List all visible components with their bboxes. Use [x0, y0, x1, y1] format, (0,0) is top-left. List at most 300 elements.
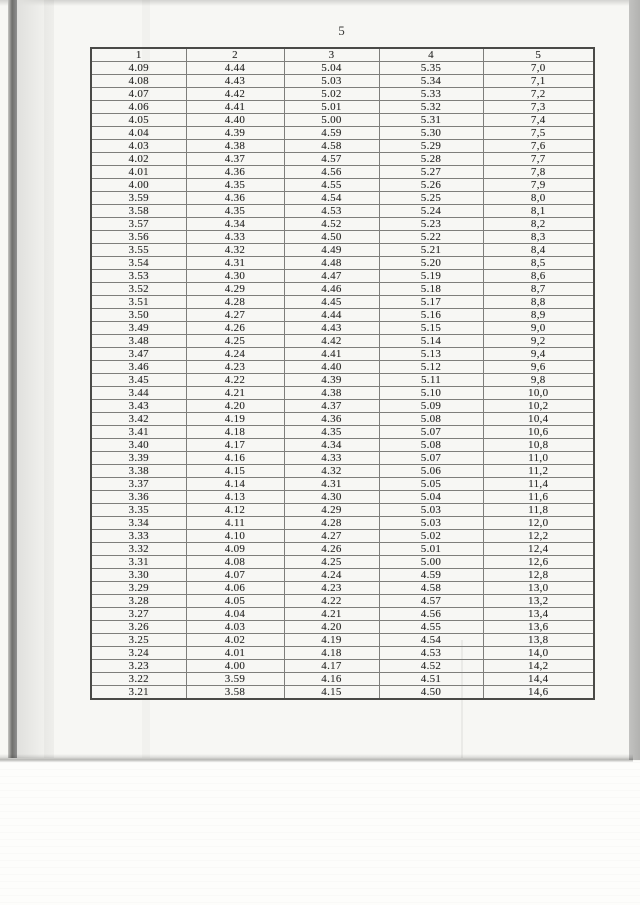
- table-cell: 3.48: [91, 335, 186, 348]
- spine-shadow: [8, 0, 17, 758]
- table-cell: 4.35: [186, 205, 284, 218]
- table-cell: 14,4: [483, 673, 594, 686]
- table-cell: 3.29: [91, 582, 186, 595]
- table-cell: 4.16: [186, 452, 284, 465]
- table-cell: 4.36: [284, 413, 379, 426]
- table-cell: 4.08: [91, 75, 186, 88]
- table-row: [91, 257, 594, 270]
- table-cell: 3.41: [91, 426, 186, 439]
- table-cell: 4.37: [284, 400, 379, 413]
- table-cell: 4.22: [284, 595, 379, 608]
- table-row: [91, 686, 594, 700]
- table-cell: 4.06: [186, 582, 284, 595]
- table-cell: 3.27: [91, 608, 186, 621]
- table-cell: 12,6: [483, 556, 594, 569]
- table-cell: 7,7: [483, 153, 594, 166]
- table-row: [91, 634, 594, 647]
- table-cell: 7,2: [483, 88, 594, 101]
- table-cell: 4.35: [284, 426, 379, 439]
- table-cell: 8,3: [483, 231, 594, 244]
- table-cell: 4.55: [284, 179, 379, 192]
- table-cell: 4.45: [284, 296, 379, 309]
- table-cell: 4.19: [186, 413, 284, 426]
- table-cell: 4.23: [284, 582, 379, 595]
- table-cell: 4.15: [284, 686, 379, 700]
- table-cell: 4.39: [186, 127, 284, 140]
- table-cell: 4.34: [284, 439, 379, 452]
- table-row: [91, 452, 594, 465]
- table-cell: 5.03: [379, 517, 483, 530]
- table-cell: 5.00: [284, 114, 379, 127]
- table-cell: 4.30: [186, 270, 284, 283]
- table-cell: 4.18: [186, 426, 284, 439]
- scanner-background: [0, 762, 640, 905]
- table-cell: 4.40: [186, 114, 284, 127]
- table-cell: 5.20: [379, 257, 483, 270]
- table-cell: 3.21: [91, 686, 186, 700]
- table-cell: 4.47: [284, 270, 379, 283]
- table-row: [91, 322, 594, 335]
- table-cell: 4.56: [379, 608, 483, 621]
- table-cell: 5.22: [379, 231, 483, 244]
- table-cell: 5.31: [379, 114, 483, 127]
- table-row: [91, 400, 594, 413]
- table-cell: 4.19: [284, 634, 379, 647]
- table-cell: 4.26: [284, 543, 379, 556]
- table-row: [91, 517, 594, 530]
- table-cell: 8,2: [483, 218, 594, 231]
- table-cell: 5.08: [379, 413, 483, 426]
- table-cell: 4.27: [284, 530, 379, 543]
- table-row: [91, 426, 594, 439]
- table-cell: 5.32: [379, 101, 483, 114]
- table-cell: 4.40: [284, 361, 379, 374]
- table-row: [91, 166, 594, 179]
- table-cell: 4.38: [186, 140, 284, 153]
- table-cell: 4.09: [91, 62, 186, 75]
- table-cell: 14,0: [483, 647, 594, 660]
- table-cell: 5.04: [284, 62, 379, 75]
- table-cell: 7,9: [483, 179, 594, 192]
- table-cell: 3.30: [91, 569, 186, 582]
- table-cell: 3.56: [91, 231, 186, 244]
- table-cell: 4.57: [284, 153, 379, 166]
- table-cell: 7,5: [483, 127, 594, 140]
- table-cell: 10,4: [483, 413, 594, 426]
- table-cell: 5.13: [379, 348, 483, 361]
- table-cell: 3.52: [91, 283, 186, 296]
- table-cell: 4.10: [186, 530, 284, 543]
- table-cell: 4.28: [186, 296, 284, 309]
- table-cell: 4.01: [91, 166, 186, 179]
- table-cell: 3.55: [91, 244, 186, 257]
- table-cell: 5.15: [379, 322, 483, 335]
- table-cell: 5.07: [379, 452, 483, 465]
- table-row: [91, 101, 594, 114]
- table-cell: 5.27: [379, 166, 483, 179]
- table-cell: 5.16: [379, 309, 483, 322]
- table-cell: 8,8: [483, 296, 594, 309]
- table-row: [91, 621, 594, 634]
- table-cell: 4.33: [284, 452, 379, 465]
- table-cell: 13,4: [483, 608, 594, 621]
- table-cell: 3.54: [91, 257, 186, 270]
- table-row: [91, 270, 594, 283]
- table-cell: 4.07: [91, 88, 186, 101]
- table-cell: 4.55: [379, 621, 483, 634]
- table-cell: 7,4: [483, 114, 594, 127]
- table-row: [91, 335, 594, 348]
- table-cell: 3.57: [91, 218, 186, 231]
- table-cell: 4.53: [284, 205, 379, 218]
- table-cell: 5.04: [379, 491, 483, 504]
- table-header-row: [91, 48, 594, 62]
- table-cell: 4.22: [186, 374, 284, 387]
- table-cell: 14,6: [483, 686, 594, 700]
- table-cell: 5.05: [379, 478, 483, 491]
- table-cell: 4.36: [186, 192, 284, 205]
- table-cell: 4.17: [284, 660, 379, 673]
- table-cell: 5.19: [379, 270, 483, 283]
- table-cell: 10,0: [483, 387, 594, 400]
- table-cell: 10,8: [483, 439, 594, 452]
- table-cell: 3.25: [91, 634, 186, 647]
- table-cell: 4.42: [186, 88, 284, 101]
- table-cell: 4.23: [186, 361, 284, 374]
- table-cell: 4.44: [284, 309, 379, 322]
- table-cell: 5.02: [284, 88, 379, 101]
- table-cell: 10,6: [483, 426, 594, 439]
- table-cell: 5.12: [379, 361, 483, 374]
- table-cell: 12,4: [483, 543, 594, 556]
- table-cell: 8,0: [483, 192, 594, 205]
- table-cell: 3.43: [91, 400, 186, 413]
- table-cell: 3.49: [91, 322, 186, 335]
- table-cell: 5.11: [379, 374, 483, 387]
- table-cell: 3.44: [91, 387, 186, 400]
- table-cell: 4.29: [284, 504, 379, 517]
- table-cell: 3.22: [91, 673, 186, 686]
- table-cell: 5.01: [284, 101, 379, 114]
- table-cell: 4.51: [379, 673, 483, 686]
- table-cell: 8,1: [483, 205, 594, 218]
- table-cell: 3.39: [91, 452, 186, 465]
- table-cell: 4.04: [186, 608, 284, 621]
- table-cell: 4.54: [284, 192, 379, 205]
- table-cell: 4.08: [186, 556, 284, 569]
- table-cell: 5.09: [379, 400, 483, 413]
- table-cell: 4.46: [284, 283, 379, 296]
- table-cell: 5.23: [379, 218, 483, 231]
- table-cell: 5.29: [379, 140, 483, 153]
- table-cell: 4.41: [284, 348, 379, 361]
- table-cell: 4.03: [91, 140, 186, 153]
- table-cell: 4.05: [186, 595, 284, 608]
- table-row: [91, 244, 594, 257]
- table-cell: 4.31: [284, 478, 379, 491]
- table-cell: 3.34: [91, 517, 186, 530]
- table-cell: 4.20: [186, 400, 284, 413]
- table-cell: 4.07: [186, 569, 284, 582]
- table-cell: 3.50: [91, 309, 186, 322]
- table-cell: 12,8: [483, 569, 594, 582]
- column-header-5: 5: [483, 48, 594, 62]
- table-cell: 4.50: [379, 686, 483, 700]
- table-cell: 3.45: [91, 374, 186, 387]
- table-row: [91, 491, 594, 504]
- table-cell: 4.49: [284, 244, 379, 257]
- table-cell: 9,0: [483, 322, 594, 335]
- table-row: [91, 309, 594, 322]
- table-cell: 3.35: [91, 504, 186, 517]
- table-cell: 13,0: [483, 582, 594, 595]
- table-cell: 4.35: [186, 179, 284, 192]
- table-row: [91, 465, 594, 478]
- table-cell: 9,2: [483, 335, 594, 348]
- table-row: [91, 660, 594, 673]
- table-row: [91, 608, 594, 621]
- table-cell: 4.24: [284, 569, 379, 582]
- table-cell: 4.27: [186, 309, 284, 322]
- table-cell: 3.37: [91, 478, 186, 491]
- table-cell: 4.05: [91, 114, 186, 127]
- table-cell: 4.14: [186, 478, 284, 491]
- table-cell: 5.03: [379, 504, 483, 517]
- table-row: [91, 127, 594, 140]
- table-cell: 5.06: [379, 465, 483, 478]
- table-cell: 3.23: [91, 660, 186, 673]
- table-cell: 4.52: [379, 660, 483, 673]
- table-cell: 4.59: [379, 569, 483, 582]
- table-cell: 4.00: [91, 179, 186, 192]
- table-cell: 4.36: [186, 166, 284, 179]
- table-cell: 13,8: [483, 634, 594, 647]
- table-cell: 4.43: [284, 322, 379, 335]
- table-cell: 4.13: [186, 491, 284, 504]
- table-cell: 4.28: [284, 517, 379, 530]
- table-cell: 3.33: [91, 530, 186, 543]
- table-cell: 4.34: [186, 218, 284, 231]
- table-cell: 4.11: [186, 517, 284, 530]
- table-cell: 4.38: [284, 387, 379, 400]
- table-cell: 4.37: [186, 153, 284, 166]
- table-cell: 4.25: [186, 335, 284, 348]
- table-row: [91, 231, 594, 244]
- table-cell: 3.53: [91, 270, 186, 283]
- table-cell: 11,8: [483, 504, 594, 517]
- table-cell: 4.32: [186, 244, 284, 257]
- table-row: [91, 140, 594, 153]
- table-cell: 4.18: [284, 647, 379, 660]
- table-cell: 5.10: [379, 387, 483, 400]
- table-cell: 14,2: [483, 660, 594, 673]
- table-cell: 7,1: [483, 75, 594, 88]
- table-cell: 4.00: [186, 660, 284, 673]
- table-row: [91, 543, 594, 556]
- table-cell: 4.53: [379, 647, 483, 660]
- table-cell: 5.30: [379, 127, 483, 140]
- table-cell: 4.03: [186, 621, 284, 634]
- table-row: [91, 88, 594, 101]
- table-cell: 7,3: [483, 101, 594, 114]
- table-cell: 4.24: [186, 348, 284, 361]
- table-cell: 4.04: [91, 127, 186, 140]
- table-row: [91, 478, 594, 491]
- table-cell: 4.01: [186, 647, 284, 660]
- table-cell: 3.26: [91, 621, 186, 634]
- numeric-table: [90, 47, 595, 700]
- table-row: [91, 348, 594, 361]
- table-cell: 4.58: [284, 140, 379, 153]
- table-cell: 5.26: [379, 179, 483, 192]
- table-cell: 3.58: [186, 686, 284, 700]
- table-cell: 13,2: [483, 595, 594, 608]
- column-header-4: 4: [379, 48, 483, 62]
- table-row: [91, 75, 594, 88]
- table-cell: 5.00: [379, 556, 483, 569]
- column-header-1: 1: [91, 48, 186, 62]
- table-cell: 4.31: [186, 257, 284, 270]
- table-cell: 4.06: [91, 101, 186, 114]
- scan-streak: [44, 0, 54, 758]
- table-cell: 4.33: [186, 231, 284, 244]
- table-cell: 12,2: [483, 530, 594, 543]
- table-cell: 4.56: [284, 166, 379, 179]
- table-row: [91, 192, 594, 205]
- table-cell: 4.17: [186, 439, 284, 452]
- table-cell: 5.02: [379, 530, 483, 543]
- table-cell: 5.03: [284, 75, 379, 88]
- table-row: [91, 114, 594, 127]
- table-cell: 11,0: [483, 452, 594, 465]
- table-row: [91, 361, 594, 374]
- table-cell: 3.24: [91, 647, 186, 660]
- table-cell: 4.52: [284, 218, 379, 231]
- table-cell: 4.32: [284, 465, 379, 478]
- table-cell: 5.24: [379, 205, 483, 218]
- table-cell: 3.32: [91, 543, 186, 556]
- table-cell: 12,0: [483, 517, 594, 530]
- table-row: [91, 439, 594, 452]
- table-cell: 4.21: [186, 387, 284, 400]
- table-row: [91, 62, 594, 75]
- right-edge-shadow: [629, 0, 640, 760]
- table-cell: 4.41: [186, 101, 284, 114]
- table-cell: 4.57: [379, 595, 483, 608]
- table-cell: 4.09: [186, 543, 284, 556]
- column-header-3: 3: [284, 48, 379, 62]
- table-cell: 4.39: [284, 374, 379, 387]
- table-cell: 7,8: [483, 166, 594, 179]
- table-row: [91, 556, 594, 569]
- table-cell: 4.15: [186, 465, 284, 478]
- table-cell: 4.25: [284, 556, 379, 569]
- table-cell: 3.40: [91, 439, 186, 452]
- table-cell: 7,6: [483, 140, 594, 153]
- table-cell: 11,4: [483, 478, 594, 491]
- table-cell: 3.38: [91, 465, 186, 478]
- table-cell: 3.59: [186, 673, 284, 686]
- table-cell: 5.08: [379, 439, 483, 452]
- table-cell: 11,2: [483, 465, 594, 478]
- table-row: [91, 569, 594, 582]
- scan-edge-smudge: [0, 0, 640, 6]
- table-row: [91, 296, 594, 309]
- table-row: [91, 205, 594, 218]
- table-row: [91, 647, 594, 660]
- table-cell: 5.21: [379, 244, 483, 257]
- table-cell: 3.28: [91, 595, 186, 608]
- table-cell: 8,7: [483, 283, 594, 296]
- table-cell: 3.36: [91, 491, 186, 504]
- table-cell: 4.42: [284, 335, 379, 348]
- table-cell: 9,4: [483, 348, 594, 361]
- table-cell: 4.54: [379, 634, 483, 647]
- table-cell: 5.18: [379, 283, 483, 296]
- table-cell: 5.33: [379, 88, 483, 101]
- table-cell: 5.01: [379, 543, 483, 556]
- table-cell: 8,5: [483, 257, 594, 270]
- table-cell: 4.12: [186, 504, 284, 517]
- table-cell: 4.50: [284, 231, 379, 244]
- table-cell: 4.16: [284, 673, 379, 686]
- page-bottom-shadow: [0, 754, 633, 762]
- table-cell: 9,8: [483, 374, 594, 387]
- table-row: [91, 595, 594, 608]
- table-cell: 8,4: [483, 244, 594, 257]
- table-row: [91, 179, 594, 192]
- table-cell: 7,0: [483, 62, 594, 75]
- column-header-2: 2: [186, 48, 284, 62]
- table-row: [91, 374, 594, 387]
- table-row: [91, 530, 594, 543]
- table-row: [91, 387, 594, 400]
- table-cell: 3.46: [91, 361, 186, 374]
- table-cell: 3.51: [91, 296, 186, 309]
- table-cell: 3.47: [91, 348, 186, 361]
- table-cell: 5.34: [379, 75, 483, 88]
- table-cell: 4.02: [91, 153, 186, 166]
- table-cell: 5.28: [379, 153, 483, 166]
- table-row: [91, 413, 594, 426]
- table-row: [91, 504, 594, 517]
- table-cell: 13,6: [483, 621, 594, 634]
- table-cell: 3.58: [91, 205, 186, 218]
- table-row: [91, 582, 594, 595]
- table-row: [91, 283, 594, 296]
- table-cell: 4.29: [186, 283, 284, 296]
- table-cell: 8,6: [483, 270, 594, 283]
- table-cell: 8,9: [483, 309, 594, 322]
- table-cell: 4.43: [186, 75, 284, 88]
- table-cell: 4.02: [186, 634, 284, 647]
- table-cell: 5.07: [379, 426, 483, 439]
- table-row: [91, 153, 594, 166]
- table-cell: 4.58: [379, 582, 483, 595]
- table-cell: 4.59: [284, 127, 379, 140]
- table-cell: 4.44: [186, 62, 284, 75]
- table-cell: 5.17: [379, 296, 483, 309]
- table-cell: 3.31: [91, 556, 186, 569]
- table-cell: 11,6: [483, 491, 594, 504]
- table-cell: 9,6: [483, 361, 594, 374]
- table-cell: 5.14: [379, 335, 483, 348]
- table-cell: 4.48: [284, 257, 379, 270]
- table-cell: 3.59: [91, 192, 186, 205]
- table-cell: 3.42: [91, 413, 186, 426]
- table-row: [91, 218, 594, 231]
- table-cell: 5.25: [379, 192, 483, 205]
